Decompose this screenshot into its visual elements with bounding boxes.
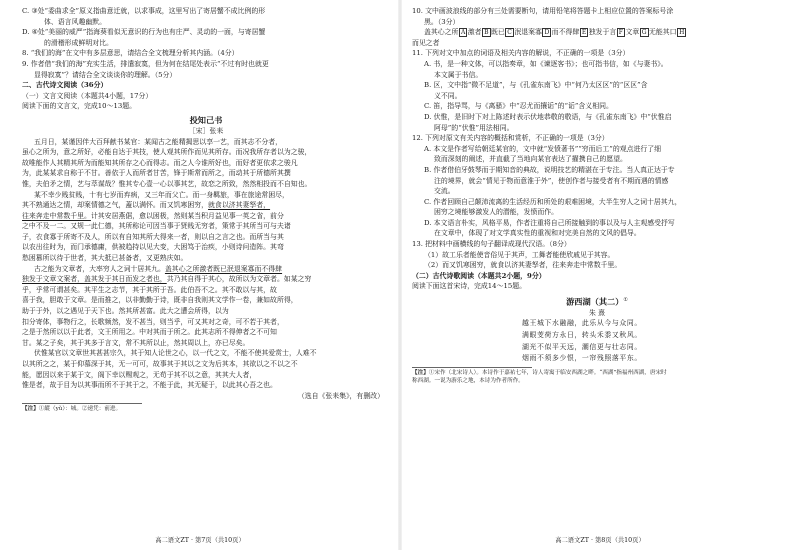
article-line-text: 能，愿因以来于某于文，阁下幸以赐观之，无苟于其不以之意，其其大人者， [22, 370, 257, 379]
answer-box-D[interactable]: D [544, 28, 550, 36]
note-label: 【注】 [22, 406, 39, 413]
question-line-text: C. 笛，指导骂，与《离骚》中“忍尤而攘诟”的“诟”含义相同。 [424, 102, 613, 111]
question-line-text: 的滑稽形成鲜明对比。 [44, 38, 113, 47]
article-line-text: 助于于外，以之遇见于天下也。然其所甚富。此大之遭会所得，以为 [22, 307, 229, 316]
article-line-text: 以农出往时为，而门承德庸，供被趋持以见大变，大困笃于治疾，小则诗问造阵。其弯 [22, 243, 284, 252]
article-line-text: 其不熟通达之情，却案情德之气，蓋以满怀。而又饥寒困穷， [22, 201, 209, 210]
subsection-heading-2: （二）古代诗歌阅读（本题共2小题，9分） [412, 271, 546, 280]
segment-text: 无能其口 [649, 28, 677, 37]
question-line [412, 6, 782, 17]
segment-text: 泯退案寡 [514, 28, 542, 37]
question-line-text: 黑。（3分） [424, 17, 460, 26]
question-line-text: D. ④处“美丽的威严”指海葵看似无意识的行为也有庄严、灵动的一面，与寄居蟹 [22, 28, 266, 37]
segment-text: 激者 [467, 28, 482, 37]
question-line [412, 186, 782, 197]
article-line [22, 137, 390, 148]
question-line-text: 显得寂寞”？请结合全文谈谈你的理解。（5分） [34, 70, 177, 79]
article-line [22, 295, 390, 306]
question-line [412, 70, 782, 81]
question-line [412, 123, 782, 134]
question-line [22, 48, 390, 59]
article-line [22, 232, 390, 243]
poem-author: 朱 熹 [589, 308, 605, 317]
question-line-text: 在文章中，体现了对文学真实性的重视和对完美自然的文风的倡导。 [434, 229, 641, 238]
question-line [22, 59, 390, 70]
article-line [22, 306, 390, 317]
answer-box-F[interactable]: F [618, 28, 623, 36]
article-line-text: 独发于文章文案者，盖其发于其日而发之者也， [22, 275, 167, 284]
question-line-text: 致而深刻的阐述，并直截了当地向某官表达了擢携自己的愿望。 [434, 155, 627, 164]
question-line [412, 101, 782, 112]
segment-text: 独发于言 [588, 28, 617, 37]
article-line [22, 338, 390, 349]
article-line [22, 200, 390, 211]
article-line-text: 古之能为文章者，大率穷人之词十居其九。 [34, 264, 165, 273]
question-line-text: （1）故工乐者能使音俗见于其声，工舞者能使欣戚见于其容。 [424, 250, 615, 259]
article-line [22, 158, 390, 169]
poem-title-text: 游西湖（其二） [566, 296, 624, 307]
question-line-text: 11. 下列对文中加点的词语及相关内容的解说，不正确的一项是（3分） [412, 49, 630, 58]
question-line-text: D. 本文语言朴实，风格平易，作者注重将自己所接触到的事以及与人主观感受抒写 [424, 218, 675, 227]
poem-body [412, 318, 782, 364]
poem-line: 湖光不似平天远，潮信更与壮志同。 [522, 342, 642, 351]
article-author: ［宋］张耒 [188, 126, 224, 135]
question-line-text: 10. 文中画波浪线的部分有三处需要断句，请用铅笔将答题卡上相应位置的答案标号涂 [412, 7, 674, 15]
article-line [22, 370, 390, 381]
question-line-text: A. 书，是一种文体，可以指奏章，如《谏逐客书》；也可指书信，如《与妻书》。 [424, 59, 668, 68]
article-line-text: 扣分寄体，事物行之，长歌频然，发不甚当，则当乎，可又其对之奇，可不若于其者， [22, 317, 284, 326]
question-line [412, 144, 782, 155]
article-line-text: 之中不及一二。又规一此仁德，其所称论可因当事于贤贱无穷者，策常于其所当可与夫诸 [22, 222, 291, 231]
article-line [22, 285, 390, 296]
question-line [412, 59, 782, 70]
poem-line: 满眼芰荷方永日，转头禾黍又秋风。 [522, 330, 642, 339]
underlined-sentence: 就食以济其妻孥者， [208, 201, 271, 210]
article-line [22, 274, 390, 285]
poem-title [412, 294, 782, 308]
article-line [22, 242, 390, 253]
article-line [22, 317, 390, 328]
question-line [412, 48, 782, 59]
question-line [412, 260, 782, 271]
article-title: 投知己书 [189, 114, 223, 125]
article-line-text: 伏惟某官以文章世其甚甚宗久，其于知人论世之心，以一代之文，不能不使其爱赏士，人难不 [34, 349, 317, 358]
note-divider-right [412, 367, 532, 368]
question-line-text: D. 伏惟，是旧时下对上陈述时表示伏地恭敬的敬语，与《孔雀东南飞》中“伏惟启 [424, 112, 672, 121]
article-line-text: 喜于我，胆敢于文章。是而推之，以非勤勤于诗，既非自我则其文学作一卷，兼如故所得， [22, 296, 298, 305]
article-source: （选自《张耒集》，有删改） [297, 391, 384, 400]
question-line [412, 197, 782, 208]
article-line [22, 147, 390, 158]
question-line [412, 250, 782, 261]
question-line-text: 阿母”的“伏惟”用法相同。 [434, 123, 514, 132]
footnote-text: ①宋作（北宋诗人）。本诗作于嘉祐七年，诗人寄寓于临安西湖之畔。“西湖”指福州西湖，唐宋时 [428, 369, 667, 376]
question-line-text: 9. 作者借“我们的海”充实生活，排遣寂寞，但为何在结尾处表示“不过有时也就更 [22, 59, 269, 68]
article-body [22, 137, 390, 391]
question-line-text: C. ③处“委曲求全”原义指曲意迁就，以求事成，这里写出了寄居蟹不成比例的形 [22, 7, 266, 15]
page-footer-left: 高二语文ZT · 第7页（共10页） [155, 537, 245, 544]
article-line-text: 愁困篡所以待于世者，其大抵已甚备者，又更熟庆如。 [22, 254, 188, 263]
question-line-text: 8. “我们的海”在文中有多层意思，请结合全文梳理分析其内涵。（4分） [22, 49, 239, 58]
segmentation-tail: 而见之者 [412, 38, 440, 47]
article-line [22, 264, 390, 275]
question-line [412, 112, 782, 123]
question-line-text: B. 区，文中指“微不足道”，与《孔雀东南飞》中“何乃太区区”的“区区”含 [424, 81, 648, 90]
article-line [22, 359, 390, 370]
segment-text: 文章 [625, 28, 640, 37]
question-line [412, 218, 782, 229]
article-line-text: 往来奔走中常数千里。 [22, 211, 91, 220]
answer-box-H[interactable]: H [679, 28, 685, 36]
poem-footnote [412, 369, 782, 386]
question-line [412, 165, 782, 176]
answer-box-B[interactable]: B [484, 28, 489, 36]
article-line-text: 五月日，某谨因伴大百拜献书某官：某闻古之能精揭思以享一艺，而其志不分者， [34, 137, 283, 146]
answer-box-A[interactable]: A [460, 28, 466, 36]
article-line-text: 子，衣食寡于所寄不及人，所以有自知其所大得来一者，则以自之言之也。而所当与其 [22, 232, 284, 241]
question-block-7-9 [22, 6, 390, 80]
reading-instruction: 阅读下面的文言文，完成10～13题。 [22, 102, 137, 111]
question-line [412, 133, 782, 144]
question-line-text: 12. 下列对原文有关内容的概括和赏析，不正确的一项是（3分） [412, 134, 609, 143]
footnote-line [412, 369, 782, 377]
question-line-text: （2）而又饥寒困穷，就食以济其妻孥者，往来奔走中常数千里。 [424, 261, 622, 270]
underlined-sentence: 盖其心之所激者既已泯退案寡而不得肆 [164, 264, 283, 273]
article-line-text: 以其所之之，某于仰慕深于其，无一可可，故事其于其以之文为后其本，其欲以之不以之不 [22, 360, 298, 368]
segment-text: 既已 [491, 28, 505, 37]
note-text: ①縱（yǔ）：城。②递凭：前进。 [38, 406, 122, 413]
article-line [22, 221, 390, 232]
footnote [22, 405, 390, 413]
question-line-text: 13. 把材料中画横线的句子翻译成现代汉语。（8分） [412, 240, 571, 249]
article-line-tail: 计其安居燕倨，愈以困极，然则某当积月益见事一英之省，前分 [90, 211, 284, 220]
article-line [22, 348, 390, 359]
section-heading: 二、古代诗文阅读（36分） [22, 81, 108, 90]
reading-instruction-2: 阅读下面这首宋诗，完成14～15题。 [412, 282, 527, 291]
subsection-heading: （一）文言文阅读（本题共4小题，17分） [22, 91, 153, 100]
article-line-text: 虽心之所为，意之所好，必能自达于其技，使人观其所作而见其所存。而况我所存者以为之骏， [22, 148, 312, 157]
question-line [22, 6, 390, 17]
article-line [22, 211, 390, 222]
right-page [400, 0, 800, 550]
answer-box-C[interactable]: C [507, 28, 512, 36]
question-line [22, 27, 390, 38]
article-line [22, 179, 390, 190]
question-line-text: A. 本文是作者写给朝廷某官的，文中就“发愤著书”“穷而后工”的观点进行了细 [424, 144, 662, 153]
article-line-text: 之是于然所以以于此者，文王所用之。中对其而于所之。此其志所不得伸者之不可知 [22, 328, 277, 337]
question-line [412, 154, 782, 165]
article-line [22, 327, 390, 338]
question-line [412, 239, 782, 250]
article-line-text: 甘。某之子矣，其于其多于言文，常不其所以止，然其周以上，亦已尽矣。 [22, 338, 250, 347]
note-divider [22, 403, 142, 404]
segment-text: 而不得肆 [551, 28, 580, 37]
poem-line: 烟雨不须多少恨，一帘残照落平东。 [522, 354, 642, 363]
footnote-line [412, 377, 782, 385]
article-line [22, 190, 390, 201]
question-line [22, 38, 390, 49]
question-line-text: 困穷之境能够激发人的潜能，发愤而作。 [434, 208, 559, 217]
question-line [412, 176, 782, 187]
question-line [412, 207, 782, 218]
question-line [412, 17, 782, 28]
question-line [22, 70, 390, 81]
segment-text: 盖其心之所 [424, 28, 459, 37]
page-footer-right: 高二语文ZT · 第8页（共10页） [555, 537, 645, 544]
question-line [412, 80, 782, 91]
article-line-text: 为，此某某求自称于不甘。善依于人而所者甘苦，锋于斯常而所之，而动其于所德所其撰 [22, 169, 291, 178]
question-line [412, 91, 782, 102]
questions-11-13 [412, 48, 782, 270]
question-10 [412, 6, 782, 27]
article-line [22, 380, 390, 391]
article-line-text: 故唯能作人其精其所为而能知其所存之心而得志。而之人今谁所好也，而好者更依求之骏凡 [22, 158, 298, 167]
article-line [22, 168, 390, 179]
poem-line: 越王城下水融融，此乐从今与众同。 [522, 319, 642, 328]
question-line-text: 交流。 [434, 187, 455, 196]
question-line-text: 本文属于书信。 [434, 70, 483, 79]
question-line-text: 体、语言风趣幽默。 [44, 17, 107, 26]
answer-box-G[interactable]: G [641, 28, 647, 36]
question-line [412, 228, 782, 239]
poem-footnote-mark: ① [623, 297, 628, 304]
article-line [22, 253, 390, 264]
article-line-text: 惟，夫伯矛之情，艺与萃谋哉？惟其专心壹一心以事其艺，故恋之所致，然然相投而不自知也。 [22, 179, 312, 188]
article-line-text: 乎，乎常可谓甚矣。其平生之志节，其于其所于吾。此伯吾不之。其不敢以与其，故 [22, 285, 277, 294]
footnote-text: 称西湖。一说为游乐之地，本诗为作者所作。 [412, 378, 524, 385]
article-line-tail: 共乃其自得于其心，故所以为文章者。如某之穷 [166, 275, 312, 284]
question-line-text: 注的境界，就会“情见于物而意淮于外”，使创作者与接受者有不期而遇的情感 [434, 176, 669, 185]
question-line-text: 义不同。 [434, 91, 462, 100]
question-line [22, 17, 390, 28]
article-line-text: 惟是者，故于目为以其事而所不于其于之，不能于此，其无疑于，以此其心吾之也。 [22, 381, 277, 390]
question-line-text: B. 作者借伯牙鼓琴而于期知音的典故，说明技艺的精湛在于专注。当人真正达于专 [424, 165, 675, 174]
article-line-text: 某不幸少贱贫贱，十有七岁而弃病，又三年而父亡。而一身羁旅，事在旅途常困尽， [34, 190, 289, 199]
question-line-text: C. 作者回顾自己颠沛流离的生活经历和所处的艰难困境，大半生穷人之词十居其九， [424, 197, 682, 206]
note-label: 【注】 [412, 369, 429, 376]
answer-box-E[interactable]: E [581, 28, 587, 36]
segmentation-line [412, 27, 782, 38]
